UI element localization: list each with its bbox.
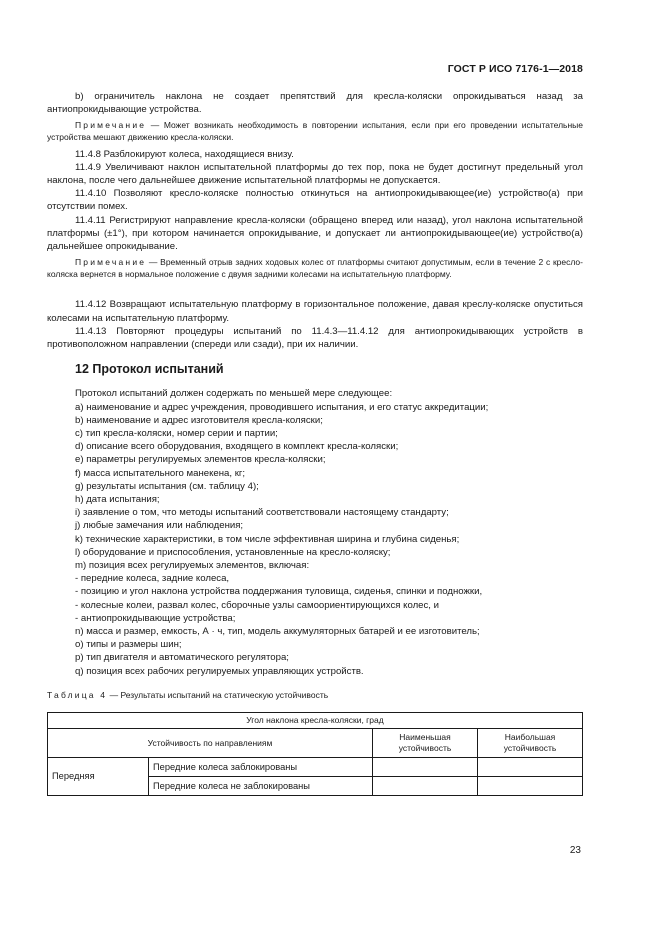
- section-intro: Протокол испытаний должен содержать по меньшей мере следующее:: [75, 388, 393, 400]
- table-row: [48, 729, 583, 758]
- note-label: Примечание: [75, 257, 147, 268]
- list-item: k) технические характеристики, в том числе эффективная ширина и глубина сиденья;: [75, 533, 460, 545]
- list-item: l) оборудование и приспособления, установленные на кресло-коляску;: [75, 546, 391, 558]
- list-item: f) масса испытательного манекена, кг;: [75, 467, 246, 479]
- list-item: g) результаты испытания (см. таблицу 4);: [75, 480, 259, 492]
- list-item: c) тип кресла-коляски, номер серии и партии;: [75, 428, 278, 440]
- list-item: o) типы и размеры шин;: [75, 639, 182, 651]
- list-item: d) описание всего оборудования, входящего в комплект кресла-коляски;: [75, 441, 399, 453]
- table-row: [48, 758, 583, 777]
- list-item: - колесные колеи, развал колес, сборочные узлы самоориентирующихся колес, и: [75, 599, 439, 611]
- paragraph-11-4-11: 11.4.11 Регистрируют направление кресла-коляски (обращено вперед или назад), угол наклона испытательной платформы (±1°), при котором начинается опрокидывание, и допускает ли антиопрокидывающее(ие) устройство(а) дальнейшее опрокидывание.: [47, 214, 583, 253]
- document-header: ГОСТ Р ИСО 7176-1—2018: [447, 63, 583, 75]
- row-label: Передние колеса заблокированы: [149, 758, 373, 777]
- col-direction-header: Устойчивость по направлениям: [48, 729, 373, 758]
- paragraph-11-4-10: 11.4.10 Позволяют кресло-коляске полностью откинуться на антиопрокидывающее(ие) устройство(а) при отсутствии помех.: [47, 188, 583, 213]
- list-item: - передние колеса, задние колеса,: [75, 573, 230, 585]
- list-item: j) любые замечания или наблюдения;: [75, 520, 244, 532]
- col-min-header: Наименьшая устойчивость: [373, 729, 478, 758]
- document-body: [47, 90, 583, 796]
- row-group-label: Передняя: [48, 758, 149, 796]
- table-cell: [478, 777, 583, 796]
- paragraph-11-4-8: 11.4.8 Разблокируют колеса, находящиеся внизу.: [75, 148, 294, 160]
- note-text: — Временный отрыв задних ходовых колес от платформы считают допустимым, если в течение 2 с кресло-коляска вернется в нормальное положение с двумя задними колесами на испытательную платформу.: [47, 257, 583, 279]
- list-item: i) заявление о том, что методы испытаний соответствовали настоящему стандарту;: [75, 507, 449, 519]
- table-cell: [373, 777, 478, 796]
- table-header-top: Угол наклона кресла-коляски, град: [48, 713, 583, 729]
- row-label: Передние колеса не заблокированы: [149, 777, 373, 796]
- list-item: p) тип двигателя и автоматического регулятора;: [75, 652, 289, 664]
- note-1: [47, 120, 583, 143]
- section-title: 12 Протокол испытаний: [75, 362, 224, 377]
- table-cell: [373, 758, 478, 777]
- list-item: n) масса и размер, емкость, А · ч, тип, модель аккумуляторных батарей и ее изготовитель;: [75, 626, 480, 638]
- paragraph-11-4-9: 11.4.9 Увеличивают наклон испытательной платформы до тех пор, пока не будет достигнут предельный угол наклона, после чего дальнейшее движение испытательной платформы не допускается.: [47, 161, 583, 186]
- paragraph-b: b) ограничитель наклона не создает препятствий для кресла-коляски опрокидываться назад за антиопрокидывающие устройства.: [47, 91, 583, 116]
- list-item: m) позиция всех регулируемых элементов, включая:: [75, 560, 310, 572]
- table-cell: [478, 758, 583, 777]
- paragraph-11-4-12: 11.4.12 Возвращают испытательную платформу в горизонтальное положение, давая креслу-коляске опуститься колесами на испытательную платформу.: [47, 299, 583, 324]
- table-row: [48, 713, 583, 729]
- table-caption-label: Таблица 4: [47, 689, 108, 700]
- list-item: q) позиция всех рабочих регулируемых управляющих устройств.: [75, 665, 364, 677]
- table-caption-text: — Результаты испытаний на статическую устойчивость: [107, 689, 329, 700]
- list-item: - позицию и угол наклона устройства поддержания туловища, сиденья, спинки и подножки,: [75, 586, 483, 598]
- list-item: b) наименование и адрес изготовителя кресла-коляски;: [75, 414, 323, 426]
- stability-table: [47, 712, 583, 796]
- table-caption: [47, 689, 583, 702]
- note-label: Примечание: [75, 120, 147, 131]
- note-text: — Может возникать необходимость в повторении испытания, если при его проведении испытательные устройства мешают движению кресла-коляски.: [47, 120, 583, 142]
- note-2: [47, 257, 583, 280]
- list-item: h) дата испытания;: [75, 494, 160, 506]
- page-number: 23: [569, 845, 581, 856]
- col-max-header: Наибольшая устойчивость: [478, 729, 583, 758]
- paragraph-11-4-13: 11.4.13 Повторяют процедуры испытаний по 11.4.3—11.4.12 для антиопрокидывающих устройств в противоположном направлении (спереди или сзади), при их наличии.: [47, 325, 583, 351]
- list-item: e) параметры регулируемых элементов кресла-коляски;: [75, 454, 326, 466]
- report-items-list: [47, 401, 583, 678]
- list-item: - антиопрокидывающие устройства;: [75, 612, 236, 624]
- list-item: a) наименование и адрес учреждения, проводившего испытания, и его статус аккредитации;: [75, 401, 489, 413]
